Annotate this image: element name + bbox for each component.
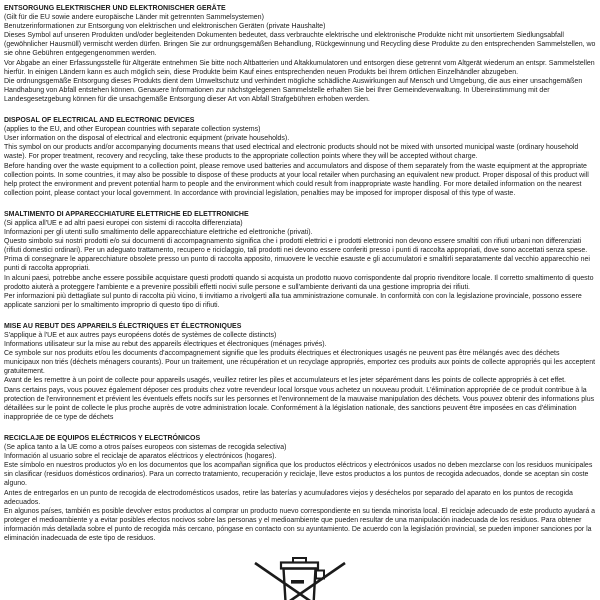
section-italian xyxy=(4,210,596,310)
section-french xyxy=(4,322,596,422)
section-body-spanish xyxy=(4,443,596,543)
paragraph: Antes de entregarlos en un punto de recogida de electrodomésticos usados, retire las baterías y acumuladores viejos y deséchelos por separado del aparato en los puntos de recogida adecuados. xyxy=(4,489,573,506)
section-heading-english: DISPOSAL OF ELECTRICAL AND ELECTRONIC DEVICES xyxy=(4,117,195,125)
section-body-french xyxy=(4,331,596,422)
paragraph: Este símbolo en nuestros productos y/o en los documentos que los acompañan significa que los productos eléctricos y electrónicos usados no deben mezclarse con los residuos municipales sin clasificar (residuos domésticos ordinarios). Para un correcto tratamiento, recuperación y reciclaje, lleve estos productos a los puntos de recogida adecuados, donde se aceptan sin coste alguno. xyxy=(4,462,593,488)
section-heading-german: ENTSORGUNG ELEKTRISCHER UND ELEKTRONISCHER GERÄTE xyxy=(4,5,226,12)
paragraph: User information on the disposal of electrical and electronic equipment (private households). xyxy=(4,135,290,143)
paragraph: En algunos países, también es posible devolver estos productos al comprar un producto nuevo correspondiente en su tienda minorista local. El reciclaje adecuado de este producto ayudará a proteger el medioambiente y a evitar posibles efectos nocivos sobre las personas y el medioambiente que pueden resultar de una manipulación inadecuada de los residuos. Para obtener información más detallada sobre el punto de recogida más cercano, póngase en contacto con su ayuntamiento. De acuerdo con la legislación provincial, se pueden imponer sanciones por la eliminación inadecuada de este tipo de residuos. xyxy=(4,507,596,542)
paragraph: Before handing over the waste equipment to a collection point, please remove used batteries and accumulators and dispose of them separately from the waste equipment at the appropriate collection points. In some countries, it may also be possible to dispose of these products at your local retailer when purchasing an equivalent new product. Proper disposal of this product will help protect the environment and prevent potential harm to people and the environment which could result from inappropriate waste handling. For more detailed information on the nearest collection point, please contact your local government. In accordance with provincial legislation, penalties may be imposed for improper disposal of this type of waste. xyxy=(4,162,589,197)
paragraph: Prima di consegnare le apparecchiature obsolete presso un punto di raccolta apposito, rimuovere le vecchie esauste e gli accumulatori e smaltirli separatamente dal vecchio apparecchio nei punti di raccolta appropriati. xyxy=(4,256,590,273)
section-spanish xyxy=(4,434,596,543)
paragraph: Avant de les remettre à un point de collecte pour appareils usagés, veuillez retirer les piles et accumulateurs et les jeter séparément dans les points de collecte appropriés à cet effet. xyxy=(4,377,566,385)
paragraph: S'applique à l'UE et aux autres pays européens dotés de systèmes de collecte distincts) xyxy=(4,332,277,339)
section-body-english xyxy=(4,125,596,198)
paragraph: Die ordnungsgemäße Entsorgung dieses Produkts dient dem Umweltschutz und verhindert mögliche schädliche Auswirkungen auf Mensch und Umgebung, die aus einer unsachgemäßen Handhabung von Abfall entstehen können. Genauere Informationen zur nächstgelegenen Sammelstelle erhalten Sie bei Ihrer Gemeindeverwaltung. In Übereinstimmung mit der Landesgesetzgebung können für die unsachgemäße Entsorgung dieser Art von Abfall Strafgebühren erhoben werden. xyxy=(4,77,583,103)
paragraph: Dans certains pays, vous pouvez également déposer ces produits chez votre revendeur local lorsque vous achetez un nouveau produit. L'élimination appropriée de ce produit contribue à la protection de l'environnement et prévient les éventuels effets nocifs sur les personnes et l'environnement de la mauvaise manipulation des déchets. Vous pouvez obtenir des informations plus détaillées sur le point de collecte le plus proche auprès de votre administration locale. Conformément à la législation nationale, des sanctions peuvent être imposées en cas d'élimination inappropriée de ce type de déchets xyxy=(4,386,595,421)
section-heading-spanish: RECICLAJE DE EQUIPOS ELÉCTRICOS Y ELECTRÓNICOS xyxy=(4,434,201,442)
paragraph: This symbol on our products and/or accompanying documents means that used electrical and electronic products should not be mixed with unsorted municipal waste (ordinary household waste). For proper treatment, recovery and recycling, take these products to the appropriate collection points where they will be accepted without charge. xyxy=(4,144,579,161)
section-heading-italian: SMALTIMENTO DI APPARECCHIATURE ELETTRICHE ED ELETTRONICHE xyxy=(4,210,249,218)
paragraph: (Se aplica tanto a la UE como a otros países europeos con sistemas de recogida selectiva) xyxy=(4,444,287,452)
section-body-german xyxy=(4,13,596,104)
paragraph: Vor Abgabe an einer Erfassungsstelle für Altgeräte entnehmen Sie bitte noch Altbatterien und Altakkumulatoren und entsorgen diese getrennt vom Altgerät wiederum an entspr. Sammelstellen hierfür. In einigen Ländern kann es auch möglich sein, diese Produkte beim Kauf eines entsprechenden neuen Produkts bei Ihrem örtlichen Einzelhändler abzugeben. xyxy=(4,59,595,76)
section-english xyxy=(4,116,596,198)
weee-crossed-out-wheelie-bin-icon xyxy=(253,555,347,600)
paragraph: (applies to the EU, and other European countries with separate collection systems) xyxy=(4,126,261,134)
section-heading-french: MISE AU REBUT DES APPAREILS ÉLECTRIQUES ET ÉLECTRONIQUES xyxy=(4,322,242,330)
paragraph: (Gilt für die EU sowie andere europäische Länder mit getrennten Sammelsystemen) xyxy=(4,14,264,22)
paragraph: Informations utilisateur sur la mise au rebut des appareils électriques et électroniques (ménages privés). xyxy=(4,341,327,349)
weee-icon-row xyxy=(4,555,596,600)
paragraph: Questo simbolo sui nostri prodotti e/o sui documenti di accompagnamento significa che i prodotti elettrici e i prodotti elettronici non devono essere smaltiti con rifiuti urbani non differenziati (rifiuti domestici ordinari). Per un adeguato trattamento, recupero e riciclaggio, tali prodotti nei devono essere conferiti presso i punti di raccolta appropriati, dove sono accettati senza spese. xyxy=(4,238,588,255)
paragraph: Dieses Symbol auf unseren Produkten und/oder begleitenden Dokumenten bedeutet, dass verbrauchte elektrische und elektronische Produkte nicht mit unsortiertem Siedlungsabfall (gewöhnlicher Hausmüll) vermischt werden dürfen. Bringen Sie zur ordnungsgemäßen Behandlung, Rückgewinnung und Recycling diese Produkte zu den entsprechenden Sammelstellen, wo sie ohne Gebühren entgegengenommen werden. xyxy=(4,32,596,58)
bin-bar xyxy=(291,580,304,584)
section-body-italian xyxy=(4,219,596,310)
paragraph: Per informazioni più dettagliate sul punto di raccolta più vicino, ti invitiamo a rivolgerti alla tua amministrazione comunale. In conformità con con la legislazione provinciale, possono essere applicate sanzioni per lo smaltimento improprio di questo tipo di rifiuti. xyxy=(4,292,582,309)
paragraph: Ce symbole sur nos produits et/ou les documents d'accompagnement signifie que les produits électriques et électroniques usagés ne peuvent pas être mélangés avec des déchets municipaux non triés (déchets ménagers courants). Pour un traitement, une récupération et un recyclage appropriés, emportez ces produits aux points de collecte appropriés qui les acceptent gratuitement. xyxy=(4,350,596,376)
paragraph: Información al usuario sobre el reciclaje de aparatos eléctricos y electrónicos (hogares). xyxy=(4,453,277,461)
section-german xyxy=(4,4,596,104)
paragraph: Benutzerinformationen zur Entsorgung von elektrischen und elektronischen Geräten (private Haushalte) xyxy=(4,23,326,31)
paragraph: Informazioni per gli utenti sullo smaltimento delle apparecchiature elettriche ed elettroniche (privati). xyxy=(4,229,313,237)
paragraph: In alcuni paesi, potrebbe anche essere possibile acquistare questi prodotti quando si acquista un prodotto nuovo corrispondente dal proprio rivenditore locale. Il corretto smaltimento di questo prodotto aiuterà a proteggere l'ambiente e a prevenire possibili effetti nocivi sulle persone e sull'ambiente derivanti da una gestione impropria dei rifiuti. xyxy=(4,274,594,291)
paragraph: (Si applica all'UE e ad altri paesi europei con sistemi di raccolta differenziata) xyxy=(4,219,243,227)
